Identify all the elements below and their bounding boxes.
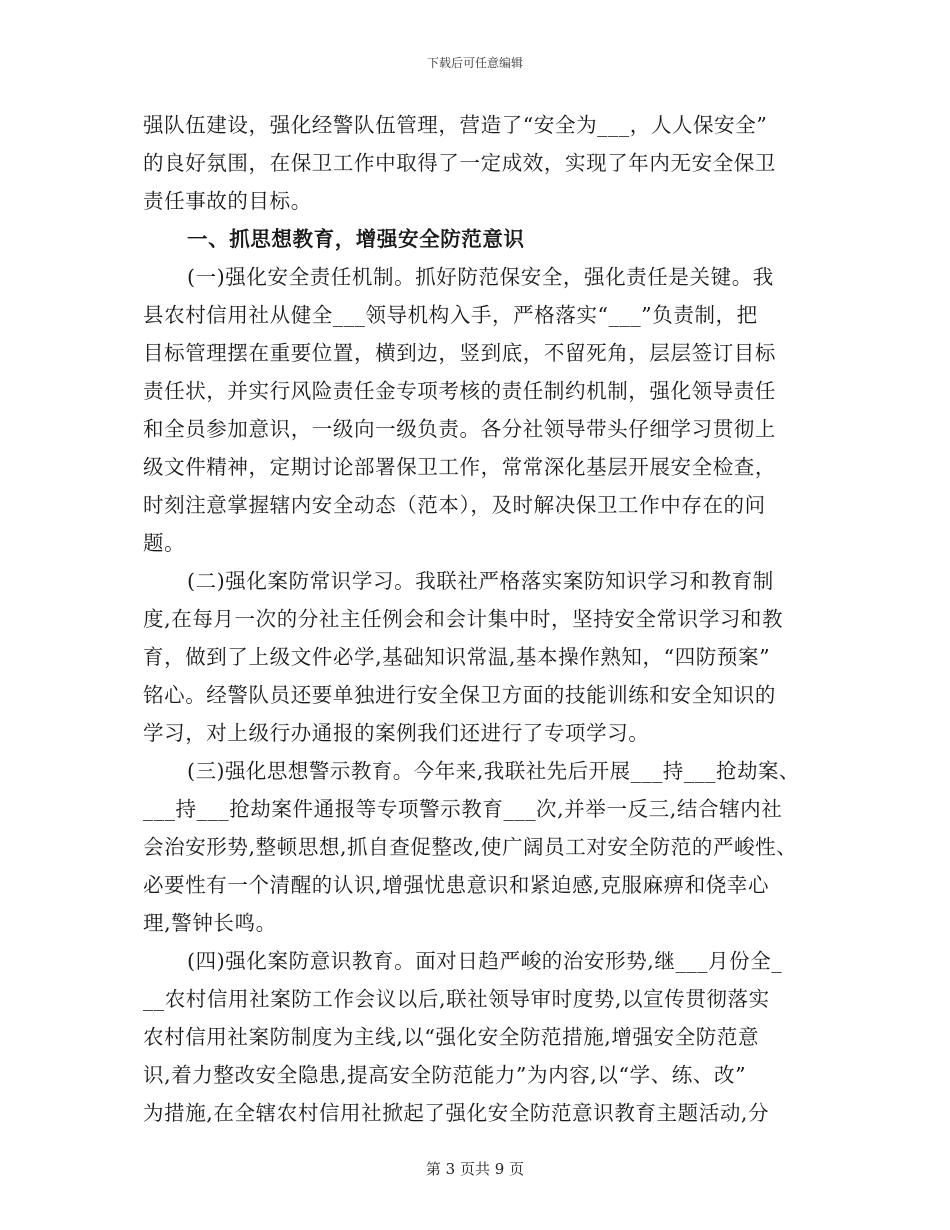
paragraph-line: ___持___抢劫案件通报等专项警示教育___次,并举一反三,结合辖内社	[143, 797, 783, 821]
paragraph-line: 责任事故的目标。	[143, 189, 312, 213]
paragraph-line: 为措施,在全辖农村信用社掀起了强化安全防范意识教育主题活动,分	[143, 1101, 770, 1125]
paragraph-line: 会治安形势,整顿思想,抓自查促整改,使广阔员工对安全防范的严峻性、	[143, 835, 798, 859]
page-header: 下载后可任意编辑	[426, 56, 523, 70]
paragraph-line: 必要性有一个清醒的认识,增强忧患意识和紧迫感,克服麻痹和侥幸心	[143, 873, 770, 897]
paragraph-line: (二)强化案防常识学习。我联社严格落实案防知识学习和教育制	[187, 569, 774, 593]
paragraph-line: 铭心。经警队员还要单独进行安全保卫方面的技能训练和安全知识的	[143, 683, 776, 707]
paragraph-line: 和全员参加意识，一级向一级负责。各分社领导带头仔细学习贯彻上	[143, 417, 776, 441]
paragraph-line: 时刻注意掌握辖内安全动态（范本），及时解决保卫工作中存在的问	[143, 493, 766, 517]
paragraph-line: 育，做到了上级文件必学,基础知识常温,基本操作熟知，“四防预案”	[143, 645, 771, 669]
paragraph-line: 责任状，并实行风险责任金专项考核的责任制约机制，强化领导责任	[143, 379, 776, 403]
section-heading: 一、抓思想教育，增强安全防范意识	[187, 227, 525, 251]
paragraph-line: 识,着力整改安全隐患,提高安全防范能力”为内容,以“学、练、改”	[143, 1063, 747, 1087]
paragraph-line: 农村信用社案防制度为主线,以“强化安全防范措施,增强安全防范意	[143, 1025, 760, 1049]
paragraph-line: 度,在每月一次的分社主任例会和会计集中时，坚持安全常识学习和教	[143, 607, 784, 631]
paragraph-line: 学习，对上级行办通报的案例我们还进行了专项学习。	[143, 721, 650, 745]
paragraph-line: 强队伍建设，强化经警队伍管理，营造了“安全为___，人人保安全”	[143, 113, 768, 137]
paragraph-line: 县农村信用社从健全___领导机构入手，严格落实“___”负责制，把	[143, 303, 758, 327]
paragraph-line: 目标管理摆在重要位置，横到边，竖到底，不留死角，层层签订目标	[143, 341, 776, 365]
paragraph-line: 理,警钟长鸣。	[143, 911, 277, 935]
paragraph-line: (四)强化案防意识教育。面对日趋严峻的治安形势,继___月份全_	[187, 949, 783, 973]
paragraph-line: 的良好氛围，在保卫工作中取得了一定成效，实现了年内无安全保卫	[143, 151, 776, 175]
paragraph-line: 题。	[143, 531, 186, 555]
paragraph-line: (一)强化安全责任机制。抓好防范保安全，强化责任是关键。我	[187, 265, 774, 289]
paragraph-line: __农村信用社案防工作会议以后,联社领导审时度势,以宣传贯彻落实	[143, 987, 770, 1011]
paragraph-line: 级文件精神，定期讨论部署保卫工作，常常深化基层开展安全检查，	[143, 455, 776, 479]
paragraph-line: (三)强化思想警示教育。今年来,我联社先后开展___持___抢劫案、	[187, 759, 800, 783]
page-footer: 第 3 页共 9 页	[425, 1160, 525, 1178]
